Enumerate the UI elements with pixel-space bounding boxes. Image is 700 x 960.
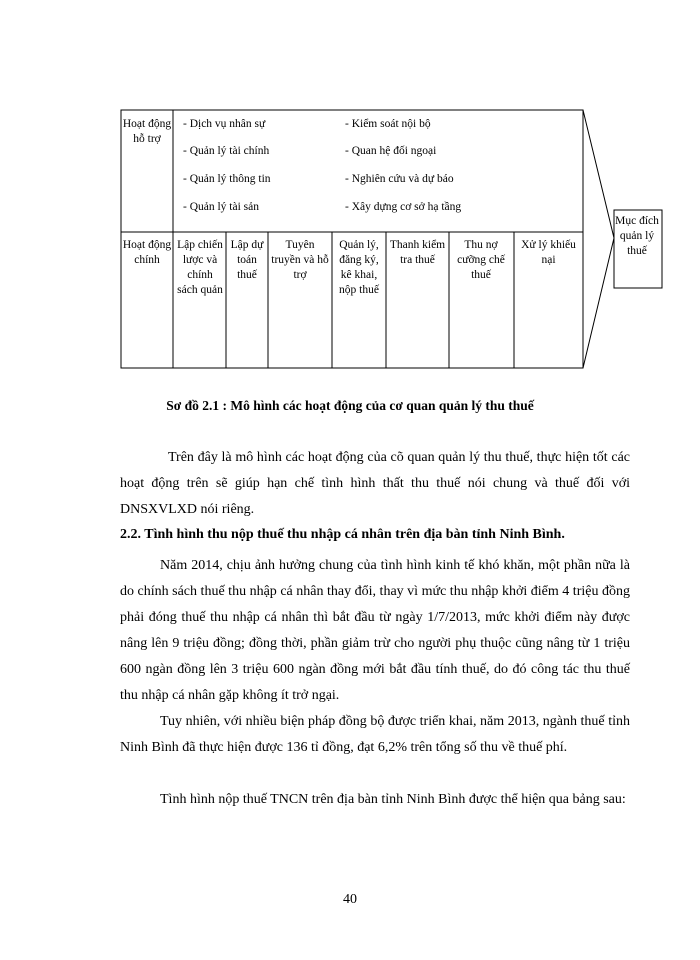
main-activity: Lập dự toán thuế [230, 239, 264, 281]
support-item: - Dịch vụ nhân sự [183, 118, 266, 130]
arrow-chevron [583, 110, 614, 368]
activity-model-diagram [0, 0, 700, 380]
support-item: - Quản lý tài chính [183, 145, 270, 157]
support-item: - Xây dựng cơ sở hạ tầng [345, 201, 462, 213]
purpose-label: Mục đích quản lý thuế [615, 215, 659, 257]
paragraph: Tuy nhiên, với nhiều biện pháp đồng bộ được triển khai, năm 2013, ngành thuế tỉnh Ninh Bình đã thực hiện được 136 tỉ đồng, đạt 6,2% trên tổng số thu về thuế phí. [120, 714, 630, 755]
paragraph: Trên đây là mô hình các hoạt động của cõ quan quản lý thu thuế, thực hiện tốt các hoạt động trên sẽ giúp hạn chế tình hình thất thu thuế nói chung và thuế đối với DNSXVLXD nói riêng. [120, 450, 630, 517]
section-heading: 2.2. Tình hình thu nộp thuế thu nhập cá nhân trên địa bàn tỉnh Ninh Bình. [120, 527, 565, 542]
page-number: 40 [343, 892, 357, 907]
support-item: - Quản lý thông tin [183, 173, 271, 185]
main-activity: Quản lý, đăng ký, kê khai, nộp thuế [339, 239, 379, 296]
support-item: - Nghiên cứu và dự báo [345, 173, 454, 185]
main-activity: Lập chiến lược và chính sách quản [177, 239, 223, 296]
support-label: Hoạt động hỗ trợ [122, 118, 172, 145]
main-activity: Thanh kiểm tra thuế [389, 239, 446, 266]
paragraph: Tình hình nộp thuế TNCN trên địa bàn tỉnh Ninh Bình được thể hiện qua bảng sau: [160, 792, 626, 807]
main-label: Hoạt động chính [122, 239, 172, 266]
support-item: - Kiểm soát nội bộ [345, 118, 431, 130]
support-item: - Quản lý tài sản [183, 201, 260, 213]
paragraph: Năm 2014, chịu ảnh hưởng chung của tình hình kinh tế khó khăn, một phần nữa là do chính sách thuế thu nhập cá nhân thay đổi, thay vì mức thu nhập khởi điểm 4 triệu đồng phải đóng thuế thu nhập cá nhân thì bắt đầu từ ngày 1/7/2013, mức khởi điểm này được nâng lên 9 triệu đồng; đồng thời, phần giảm trừ cho người phụ thuộc cũng nâng từ 1 triệu 600 ngàn đồng lên 3 triệu 600 ngàn đồng mới bắt đầu tính thuế, do đó công tác thu thuế thu nhập cá nhân gặp không ít trở ngại. [120, 558, 630, 703]
main-activity: Thu nợ cưỡng chế thuế [457, 239, 505, 281]
diagram-frame [0, 0, 700, 380]
main-activity: Xử lý khiếu nại [521, 239, 576, 266]
diagram-caption: Sơ đồ 2.1 : Mô hình các hoạt động của cơ quan quản lý thu thuế [166, 398, 534, 413]
support-item: - Quan hệ đối ngoại [345, 145, 437, 157]
main-activity: Tuyên truyền và hỗ trợ [271, 239, 329, 281]
